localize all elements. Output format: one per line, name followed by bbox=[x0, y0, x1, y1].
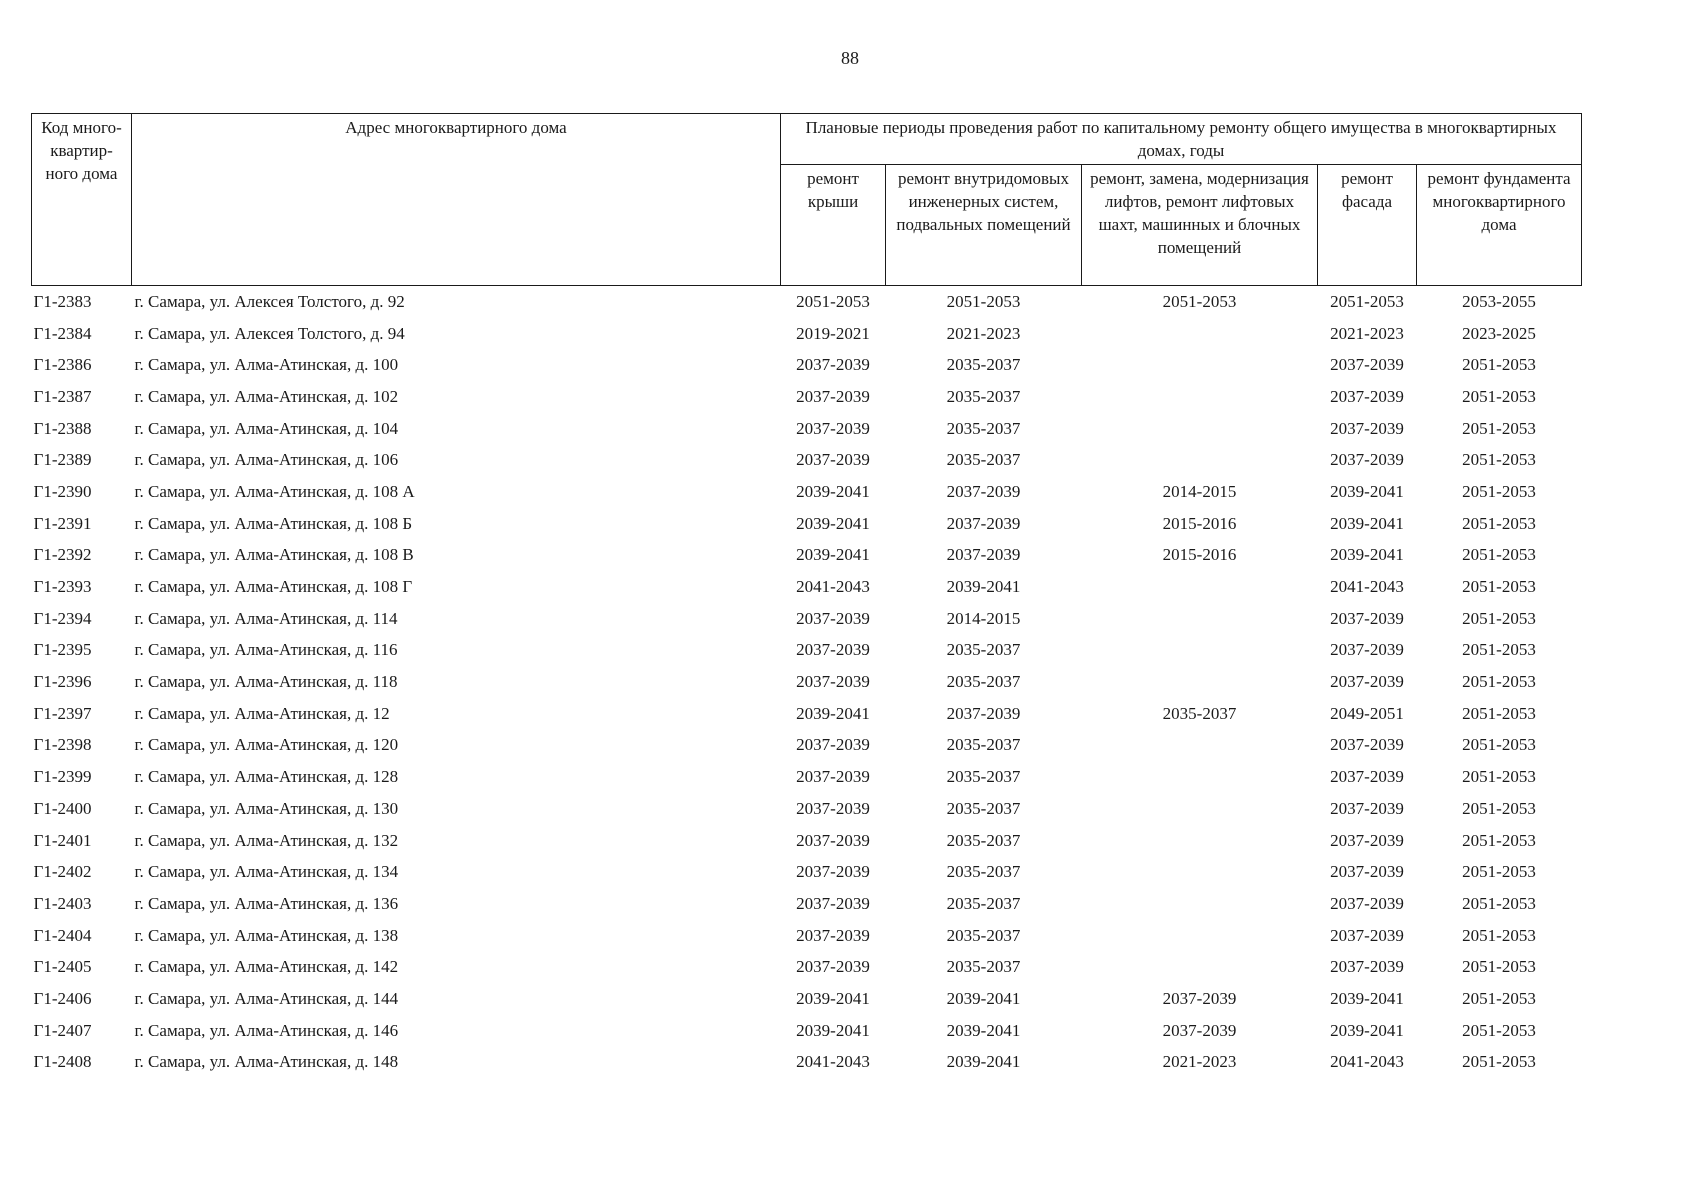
cell-systems: 2035-2037 bbox=[946, 767, 1021, 787]
cell-roof: 2037-2039 bbox=[796, 355, 870, 375]
cell-elevators: 2035-2037 bbox=[1162, 703, 1237, 723]
cell-code: Г1-2405 bbox=[33, 957, 92, 977]
cell-code: Г1-2402 bbox=[33, 862, 92, 882]
cell-code: Г1-2387 bbox=[33, 386, 92, 406]
table-row bbox=[32, 413, 1582, 445]
cell-facade: 2037-2039 bbox=[1330, 830, 1404, 850]
cell-foundation: 2051-2053 bbox=[1462, 893, 1536, 913]
header-address: Адрес многоквартирного дома bbox=[132, 114, 781, 286]
cell-elevators bbox=[1082, 635, 1318, 667]
cell-facade: 2037-2039 bbox=[1330, 450, 1404, 470]
cell-elevators: 2021-2023 bbox=[1162, 1052, 1237, 1072]
table-row bbox=[32, 571, 1582, 603]
cell-roof: 2039-2041 bbox=[796, 545, 870, 565]
header-elevators: ремонт, замена, модернизация лифтов, ремонт лифтовых шахт, машинных и блочных помещений bbox=[1082, 165, 1318, 286]
cell-code: Г1-2407 bbox=[33, 1020, 92, 1040]
cell-foundation: 2051-2053 bbox=[1462, 640, 1536, 660]
header-facade: ремонт фасада bbox=[1318, 165, 1417, 286]
table-row bbox=[32, 761, 1582, 793]
cell-roof: 2041-2043 bbox=[796, 1052, 870, 1072]
table-row bbox=[32, 635, 1582, 667]
cell-foundation: 2051-2053 bbox=[1462, 798, 1536, 818]
cell-facade: 2039-2041 bbox=[1330, 481, 1404, 501]
cell-systems: 2035-2037 bbox=[946, 798, 1021, 818]
cell-systems: 2035-2037 bbox=[946, 418, 1021, 438]
cell-roof: 2037-2039 bbox=[796, 386, 870, 406]
cell-code: Г1-2392 bbox=[33, 545, 92, 565]
cell-facade: 2039-2041 bbox=[1330, 988, 1404, 1008]
cell-elevators bbox=[1082, 793, 1318, 825]
cell-address: г. Самара, ул. Алма-Атинская, д. 104 bbox=[134, 418, 399, 438]
cell-roof: 2037-2039 bbox=[796, 418, 870, 438]
cell-roof: 2019-2021 bbox=[796, 323, 870, 343]
cell-code: Г1-2389 bbox=[33, 450, 92, 470]
cell-roof: 2039-2041 bbox=[796, 481, 870, 501]
cell-facade: 2041-2043 bbox=[1330, 1052, 1404, 1072]
cell-elevators: 2015-2016 bbox=[1162, 545, 1237, 565]
cell-facade: 2037-2039 bbox=[1330, 798, 1404, 818]
cell-foundation: 2051-2053 bbox=[1462, 545, 1536, 565]
cell-foundation: 2051-2053 bbox=[1462, 703, 1536, 723]
table-row bbox=[32, 983, 1582, 1015]
cell-foundation: 2051-2053 bbox=[1462, 577, 1536, 597]
cell-address: г. Самара, ул. Алма-Атинская, д. 102 bbox=[134, 386, 399, 406]
cell-facade: 2037-2039 bbox=[1330, 767, 1404, 787]
cell-facade: 2037-2039 bbox=[1330, 386, 1404, 406]
cell-foundation: 2051-2053 bbox=[1462, 513, 1536, 533]
cell-elevators bbox=[1082, 730, 1318, 762]
table-row bbox=[32, 349, 1582, 381]
cell-facade: 2049-2051 bbox=[1330, 703, 1404, 723]
cell-roof: 2041-2043 bbox=[796, 577, 870, 597]
cell-code: Г1-2403 bbox=[33, 893, 92, 913]
header-foundation: ремонт фундамента многоквартирного дома bbox=[1417, 165, 1582, 286]
cell-roof: 2051-2053 bbox=[796, 291, 870, 311]
cell-elevators bbox=[1082, 444, 1318, 476]
cell-roof: 2037-2039 bbox=[796, 608, 870, 628]
cell-elevators bbox=[1082, 761, 1318, 793]
cell-facade: 2041-2043 bbox=[1330, 577, 1404, 597]
cell-address: г. Самара, ул. Алма-Атинская, д. 100 bbox=[134, 355, 399, 375]
cell-foundation: 2051-2053 bbox=[1462, 1052, 1536, 1072]
cell-elevators: 2037-2039 bbox=[1162, 988, 1237, 1008]
table-row bbox=[32, 888, 1582, 920]
cell-address: г. Самара, ул. Алма-Атинская, д. 108 В bbox=[134, 545, 414, 565]
cell-roof: 2039-2041 bbox=[796, 988, 870, 1008]
cell-address: г. Самара, ул. Алма-Атинская, д. 136 bbox=[134, 893, 399, 913]
cell-address: г. Самара, ул. Алексея Толстого, д. 92 bbox=[134, 291, 405, 311]
page-number: 88 bbox=[841, 48, 859, 68]
cell-facade: 2051-2053 bbox=[1330, 291, 1404, 311]
cell-code: Г1-2401 bbox=[33, 830, 92, 850]
cell-elevators bbox=[1082, 349, 1318, 381]
table-row bbox=[32, 286, 1582, 318]
cell-address: г. Самара, ул. Алма-Атинская, д. 108 Г bbox=[134, 577, 413, 597]
cell-foundation: 2051-2053 bbox=[1462, 988, 1536, 1008]
table-row bbox=[32, 603, 1582, 635]
cell-foundation: 2053-2055 bbox=[1462, 291, 1536, 311]
cell-roof: 2037-2039 bbox=[796, 672, 870, 692]
cell-address: г. Самара, ул. Алма-Атинская, д. 142 bbox=[134, 957, 399, 977]
cell-roof: 2039-2041 bbox=[796, 513, 870, 533]
cell-elevators bbox=[1082, 951, 1318, 983]
cell-systems: 2021-2023 bbox=[946, 323, 1021, 343]
cell-roof: 2039-2041 bbox=[796, 703, 870, 723]
cell-elevators bbox=[1082, 413, 1318, 445]
cell-roof: 2039-2041 bbox=[796, 1020, 870, 1040]
cell-systems: 2035-2037 bbox=[946, 450, 1021, 470]
cell-address: г. Самара, ул. Алма-Атинская, д. 134 bbox=[134, 862, 399, 882]
cell-address: г. Самара, ул. Алма-Атинская, д. 138 bbox=[134, 925, 399, 945]
cell-systems: 2037-2039 bbox=[946, 545, 1021, 565]
cell-foundation: 2051-2053 bbox=[1462, 355, 1536, 375]
table-row bbox=[32, 476, 1582, 508]
table-row bbox=[32, 508, 1582, 540]
table-row bbox=[32, 318, 1582, 350]
table-row bbox=[32, 540, 1582, 572]
cell-address: г. Самара, ул. Алма-Атинская, д. 108 А bbox=[134, 481, 415, 501]
cell-elevators bbox=[1082, 318, 1318, 350]
cell-systems: 2035-2037 bbox=[946, 893, 1021, 913]
cell-address: г. Самара, ул. Алма-Атинская, д. 128 bbox=[134, 767, 399, 787]
cell-address: г. Самара, ул. Алма-Атинская, д. 108 Б bbox=[134, 513, 413, 533]
table-row bbox=[32, 698, 1582, 730]
cell-address: г. Самара, ул. Алма-Атинская, д. 114 bbox=[134, 608, 398, 628]
cell-foundation: 2023-2025 bbox=[1462, 323, 1536, 343]
cell-code: Г1-2396 bbox=[33, 672, 92, 692]
cell-facade: 2037-2039 bbox=[1330, 608, 1404, 628]
cell-code: Г1-2400 bbox=[33, 798, 92, 818]
cell-systems: 2014-2015 bbox=[946, 608, 1021, 628]
cell-foundation: 2051-2053 bbox=[1462, 386, 1536, 406]
table-row bbox=[32, 793, 1582, 825]
table-row bbox=[32, 856, 1582, 888]
cell-code: Г1-2395 bbox=[33, 640, 92, 660]
cell-elevators bbox=[1082, 920, 1318, 952]
cell-address: г. Самара, ул. Алма-Атинская, д. 106 bbox=[134, 450, 399, 470]
table-row bbox=[32, 1015, 1582, 1047]
header-code: Код много-квартир-ного дома bbox=[32, 114, 132, 286]
cell-code: Г1-2383 bbox=[33, 291, 92, 311]
cell-code: Г1-2394 bbox=[33, 608, 92, 628]
table-row bbox=[32, 825, 1582, 857]
table-row bbox=[32, 730, 1582, 762]
table-row bbox=[32, 381, 1582, 413]
cell-code: Г1-2397 bbox=[33, 703, 92, 723]
cell-facade: 2037-2039 bbox=[1330, 418, 1404, 438]
cell-elevators bbox=[1082, 825, 1318, 857]
table-row bbox=[32, 1047, 1582, 1079]
cell-elevators bbox=[1082, 603, 1318, 635]
cell-systems: 2037-2039 bbox=[946, 513, 1021, 533]
cell-systems: 2035-2037 bbox=[946, 640, 1021, 660]
cell-elevators: 2037-2039 bbox=[1162, 1020, 1237, 1040]
cell-code: Г1-2386 bbox=[33, 355, 92, 375]
cell-roof: 2037-2039 bbox=[796, 925, 870, 945]
cell-foundation: 2051-2053 bbox=[1462, 862, 1536, 882]
cell-systems: 2035-2037 bbox=[946, 925, 1021, 945]
cell-facade: 2037-2039 bbox=[1330, 862, 1404, 882]
cell-facade: 2037-2039 bbox=[1330, 735, 1404, 755]
cell-foundation: 2051-2053 bbox=[1462, 735, 1536, 755]
cell-systems: 2039-2041 bbox=[946, 1020, 1021, 1040]
cell-foundation: 2051-2053 bbox=[1462, 767, 1536, 787]
cell-facade: 2037-2039 bbox=[1330, 893, 1404, 913]
repair-schedule-table bbox=[31, 113, 1582, 1078]
cell-roof: 2037-2039 bbox=[796, 767, 870, 787]
cell-address: г. Самара, ул. Алма-Атинская, д. 130 bbox=[134, 798, 399, 818]
cell-foundation: 2051-2053 bbox=[1462, 672, 1536, 692]
repair-schedule-table-wrap bbox=[31, 113, 1581, 1078]
cell-roof: 2037-2039 bbox=[796, 957, 870, 977]
cell-foundation: 2051-2053 bbox=[1462, 925, 1536, 945]
cell-code: Г1-2399 bbox=[33, 767, 92, 787]
cell-facade: 2021-2023 bbox=[1330, 323, 1404, 343]
cell-systems: 2039-2041 bbox=[946, 988, 1021, 1008]
cell-systems: 2037-2039 bbox=[946, 481, 1021, 501]
cell-systems: 2035-2037 bbox=[946, 672, 1021, 692]
cell-roof: 2037-2039 bbox=[796, 640, 870, 660]
cell-systems: 2039-2041 bbox=[946, 577, 1021, 597]
cell-code: Г1-2406 bbox=[33, 988, 92, 1008]
cell-foundation: 2051-2053 bbox=[1462, 608, 1536, 628]
cell-elevators bbox=[1082, 888, 1318, 920]
cell-elevators: 2015-2016 bbox=[1162, 513, 1237, 533]
cell-facade: 2037-2039 bbox=[1330, 672, 1404, 692]
cell-facade: 2039-2041 bbox=[1330, 545, 1404, 565]
cell-facade: 2037-2039 bbox=[1330, 957, 1404, 977]
cell-address: г. Самара, ул. Алма-Атинская, д. 146 bbox=[134, 1020, 399, 1040]
cell-systems: 2035-2037 bbox=[946, 355, 1021, 375]
cell-code: Г1-2384 bbox=[33, 323, 92, 343]
table-row bbox=[32, 951, 1582, 983]
cell-address: г. Самара, ул. Алма-Атинская, д. 144 bbox=[134, 988, 399, 1008]
cell-code: Г1-2390 bbox=[33, 481, 92, 501]
cell-elevators bbox=[1082, 381, 1318, 413]
cell-code: Г1-2393 bbox=[33, 577, 92, 597]
cell-address: г. Самара, ул. Алма-Атинская, д. 148 bbox=[134, 1052, 399, 1072]
cell-roof: 2037-2039 bbox=[796, 893, 870, 913]
cell-foundation: 2051-2053 bbox=[1462, 957, 1536, 977]
cell-elevators: 2014-2015 bbox=[1162, 481, 1237, 501]
cell-address: г. Самара, ул. Алексея Толстого, д. 94 bbox=[134, 323, 405, 343]
header-periods: Плановые периоды проведения работ по капитальному ремонту общего имущества в многоквартирных домах, годы bbox=[781, 114, 1582, 165]
cell-roof: 2037-2039 bbox=[796, 798, 870, 818]
cell-address: г. Самара, ул. Алма-Атинская, д. 116 bbox=[134, 640, 398, 660]
cell-roof: 2037-2039 bbox=[796, 450, 870, 470]
cell-systems: 2039-2041 bbox=[946, 1052, 1021, 1072]
cell-address: г. Самара, ул. Алма-Атинская, д. 118 bbox=[134, 672, 398, 692]
table-row bbox=[32, 920, 1582, 952]
cell-systems: 2035-2037 bbox=[946, 386, 1021, 406]
cell-roof: 2037-2039 bbox=[796, 862, 870, 882]
cell-elevators bbox=[1082, 571, 1318, 603]
cell-code: Г1-2388 bbox=[33, 418, 92, 438]
cell-elevators bbox=[1082, 856, 1318, 888]
table-body bbox=[32, 286, 1582, 1079]
cell-facade: 2039-2041 bbox=[1330, 513, 1404, 533]
cell-foundation: 2051-2053 bbox=[1462, 1020, 1536, 1040]
cell-address: г. Самара, ул. Алма-Атинская, д. 120 bbox=[134, 735, 399, 755]
header-systems: ремонт внутридомовых инженерных систем, подвальных помещений bbox=[886, 165, 1082, 286]
cell-foundation: 2051-2053 bbox=[1462, 830, 1536, 850]
cell-roof: 2037-2039 bbox=[796, 830, 870, 850]
cell-code: Г1-2404 bbox=[33, 925, 92, 945]
cell-code: Г1-2391 bbox=[33, 513, 92, 533]
cell-facade: 2037-2039 bbox=[1330, 925, 1404, 945]
header-roof: ремонт крыши bbox=[781, 165, 886, 286]
cell-systems: 2035-2037 bbox=[946, 830, 1021, 850]
table-row bbox=[32, 666, 1582, 698]
cell-code: Г1-2408 bbox=[33, 1052, 92, 1072]
cell-facade: 2037-2039 bbox=[1330, 640, 1404, 660]
cell-facade: 2039-2041 bbox=[1330, 1020, 1404, 1040]
cell-roof: 2037-2039 bbox=[796, 735, 870, 755]
cell-systems: 2035-2037 bbox=[946, 957, 1021, 977]
cell-elevators: 2051-2053 bbox=[1162, 291, 1237, 311]
cell-address: г. Самара, ул. Алма-Атинская, д. 12 bbox=[134, 703, 390, 723]
table-row bbox=[32, 444, 1582, 476]
cell-facade: 2037-2039 bbox=[1330, 355, 1404, 375]
cell-code: Г1-2398 bbox=[33, 735, 92, 755]
cell-systems: 2035-2037 bbox=[946, 862, 1021, 882]
cell-foundation: 2051-2053 bbox=[1462, 481, 1536, 501]
cell-elevators bbox=[1082, 666, 1318, 698]
cell-systems: 2035-2037 bbox=[946, 735, 1021, 755]
cell-address: г. Самара, ул. Алма-Атинская, д. 132 bbox=[134, 830, 399, 850]
cell-foundation: 2051-2053 bbox=[1462, 418, 1536, 438]
cell-systems: 2051-2053 bbox=[946, 291, 1021, 311]
cell-foundation: 2051-2053 bbox=[1462, 450, 1536, 470]
cell-systems: 2037-2039 bbox=[946, 703, 1021, 723]
